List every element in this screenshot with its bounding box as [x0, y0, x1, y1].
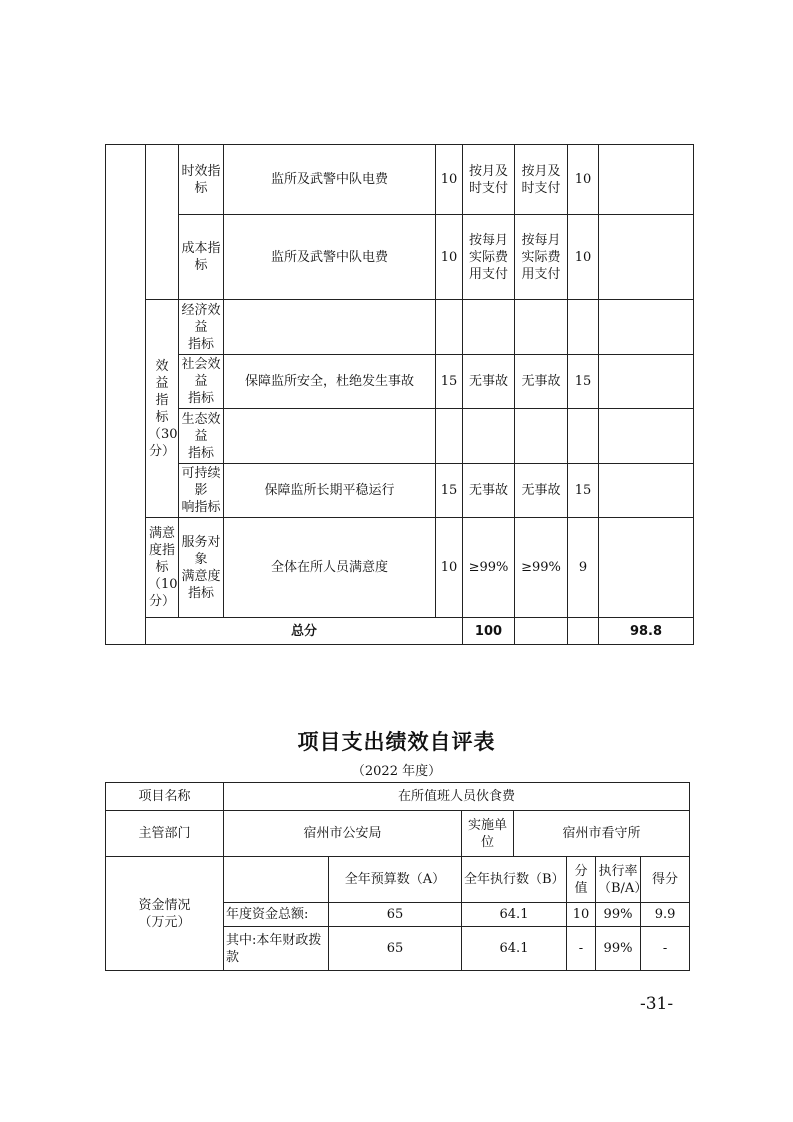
indicator-content: 保障监所安全，杜绝发生事故 [224, 355, 436, 409]
indicator-note [599, 518, 694, 618]
indicator-target: 无事故 [463, 464, 515, 518]
indicator-name: 服务对 象 满意度 指标 [179, 518, 224, 618]
dept-label: 主管部门 [106, 811, 224, 857]
weight-header: 分值 [567, 857, 596, 903]
indicator-note [599, 215, 694, 300]
benefit-indicator-label: 效 益 指 标 （30 分） [146, 300, 179, 518]
indicator-name: 生态效 益 指标 [179, 409, 224, 464]
indicator-actual [515, 300, 568, 355]
indicator-target: 无事故 [463, 355, 515, 409]
table-row [106, 783, 690, 811]
total-weight: 100 [463, 618, 515, 645]
indicator-weight [436, 300, 463, 355]
indicator-content: 监所及武警中队电费 [224, 145, 436, 215]
indicator-score: 10 [568, 215, 599, 300]
impl-unit-label: 实施单 位 [462, 811, 514, 857]
indicator-actual [515, 409, 568, 464]
total-label: 总分 [146, 618, 463, 645]
project-expenditure-table [105, 782, 690, 971]
dept-value: 宿州市公安局 [224, 811, 462, 857]
indicator-score: 15 [568, 464, 599, 518]
table-row [106, 355, 694, 409]
indicator-score [568, 300, 599, 355]
indicator-name: 时效指 标 [179, 145, 224, 215]
indicator-actual: 无事故 [515, 355, 568, 409]
table-row [106, 518, 694, 618]
total-row [106, 618, 694, 645]
indicator-weight: 10 [436, 215, 463, 300]
indicator-actual: ≥99% [515, 518, 568, 618]
indicator-note [599, 145, 694, 215]
indicator-target [463, 409, 515, 464]
table-row [106, 857, 690, 903]
page-number: -31- [640, 994, 674, 1014]
impl-unit-value: 宿州市看守所 [514, 811, 690, 857]
indicator-weight: 10 [436, 145, 463, 215]
indicator-name: 成本指 标 [179, 215, 224, 300]
score-header: 得分 [641, 857, 690, 903]
subcategory-cell-blank [146, 145, 179, 300]
fund-score: 9.9 [641, 903, 690, 927]
fund-rate: 99% [596, 903, 641, 927]
table-row [106, 145, 694, 215]
project-name-value: 在所值班人员伙食费 [224, 783, 690, 811]
indicator-note [599, 355, 694, 409]
indicator-target: ≥99% [463, 518, 515, 618]
indicator-weight: 15 [436, 464, 463, 518]
total-target-blank [515, 618, 568, 645]
indicator-actual: 无事故 [515, 464, 568, 518]
page-title: 项目支出绩效自评表 [297, 730, 496, 754]
fund-budget: 65 [329, 903, 462, 927]
indicator-actual: 按月及 时支付 [515, 145, 568, 215]
project-name-label: 项目名称 [106, 783, 224, 811]
indicator-score: 10 [568, 145, 599, 215]
indicator-content [224, 409, 436, 464]
page-subtitle: （2022 年度） [351, 764, 442, 779]
indicator-content [224, 300, 436, 355]
indicator-content: 全体在所人员满意度 [224, 518, 436, 618]
indicator-score [568, 409, 599, 464]
indicator-target: 按月及 时支付 [463, 145, 515, 215]
fund-executed: 64.1 [462, 927, 567, 971]
satisfaction-indicator-label: 满意 度指 标 （10 分） [146, 518, 179, 618]
total-actual-blank [568, 618, 599, 645]
table-row [106, 811, 690, 857]
indicator-content: 监所及武警中队电费 [224, 215, 436, 300]
indicator-name: 经济效 益 指标 [179, 300, 224, 355]
fund-weight: 10 [567, 903, 596, 927]
indicator-score: 15 [568, 355, 599, 409]
indicator-content: 保障监所长期平稳运行 [224, 464, 436, 518]
indicator-score: 9 [568, 518, 599, 618]
fund-weight: - [567, 927, 596, 971]
fund-score: - [641, 927, 690, 971]
indicator-note [599, 300, 694, 355]
indicator-actual: 按每月 实际费 用支付 [515, 215, 568, 300]
executed-header: 全年执行数（B） [462, 857, 567, 903]
fund-executed: 64.1 [462, 903, 567, 927]
fund-row-label: 其中:本年财政拨 款 [224, 927, 329, 971]
indicator-target: 按每月 实际费 用支付 [463, 215, 515, 300]
category-cell-blank [106, 145, 146, 645]
total-score: 98.8 [599, 618, 694, 645]
fund-rate: 99% [596, 927, 641, 971]
indicator-name: 社会效 益 指标 [179, 355, 224, 409]
indicator-target [463, 300, 515, 355]
indicator-weight [436, 409, 463, 464]
table-row [106, 464, 694, 518]
indicator-note [599, 464, 694, 518]
fund-row-label: 年度资金总额: [224, 903, 329, 927]
performance-indicator-table [105, 144, 694, 645]
funds-header-blank [224, 857, 329, 903]
fund-budget: 65 [329, 927, 462, 971]
indicator-weight: 10 [436, 518, 463, 618]
indicator-name: 可持续 影 响指标 [179, 464, 224, 518]
indicator-note [599, 409, 694, 464]
rate-header: 执行率 （B/A） [596, 857, 641, 903]
funds-label: 资金情况 （万元） [106, 857, 224, 971]
indicator-weight: 15 [436, 355, 463, 409]
table-row [106, 215, 694, 300]
table-row [106, 409, 694, 464]
table-row [106, 300, 694, 355]
budget-header: 全年预算数（A） [329, 857, 462, 903]
